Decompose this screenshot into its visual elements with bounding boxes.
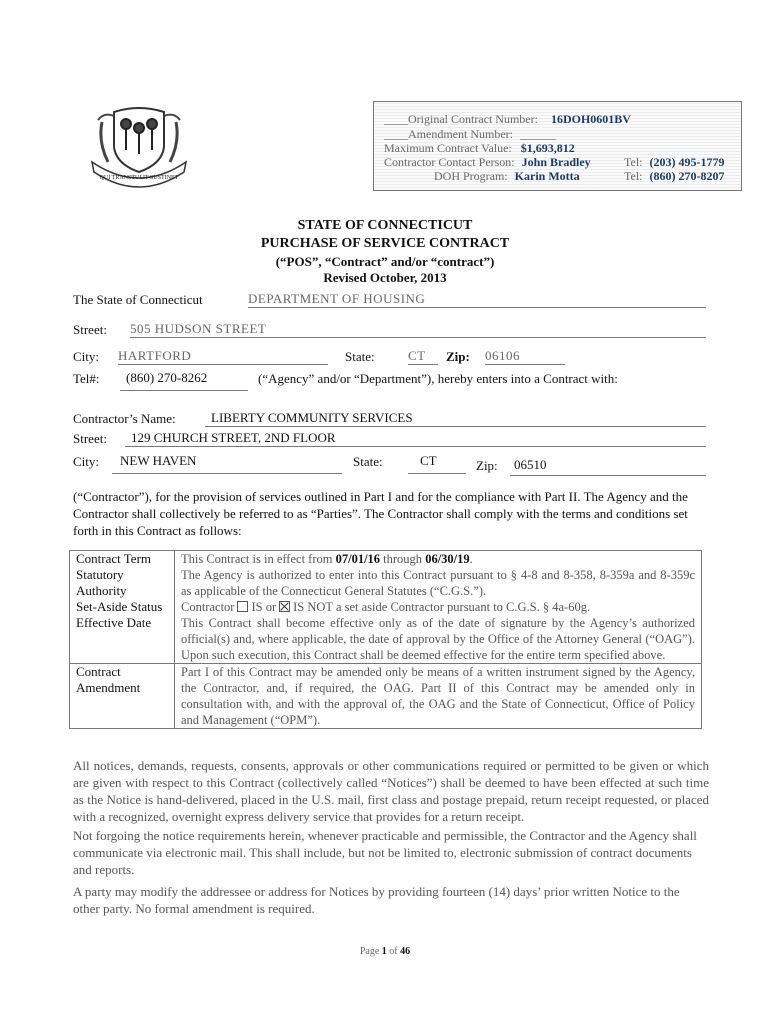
title-aliases: (“POS”, “Contract” and/or “contract”) <box>275 254 495 269</box>
agency-street-label: Street: <box>73 322 107 337</box>
terms-table <box>69 550 702 729</box>
contractor-state-label: State: <box>353 454 383 469</box>
agency-tel: (860) 270-8262 <box>120 370 248 391</box>
is-not-checkbox[interactable] <box>279 601 290 612</box>
program-label: DOH Program: <box>434 169 508 183</box>
page-number: Page 1 of 46 <box>359 946 411 957</box>
row-amendment <box>70 663 701 728</box>
setaside-label: Set-Aside Status <box>70 599 175 615</box>
row-statutory <box>70 567 701 599</box>
max-contract-value: $1,693,812 <box>520 141 575 155</box>
effective-text: This Contract shall become effective only as of the date of signature by the Agency’s authorized official(s) and, where applicable, the date of approval by the Office of the Attorney General (“OAG”). Upon such execution, this Contract shall be deemed effective for the entire term specified above. <box>181 616 695 662</box>
contact-label: Contractor Contact Person: <box>384 155 515 169</box>
amendment-text: Part I of this Contract may be amended only be means of a written instrument signed by the Agency, the Contractor, and, if required, the OAG. Part II of this Contract may be amended only in consultation with, and with the approval of, the OAG and the State of Connecticut, Office of Policy and Management (“OPM”). <box>181 665 695 727</box>
agency-clause: (“Agency” and/or “Department”), hereby enters into a Contract with: <box>258 371 618 386</box>
effective-label: Effective Date <box>70 615 175 663</box>
contractor-name-label: Contractor’s Name: <box>73 411 176 426</box>
contractor-street: 129 CHURCH STREET, 2ND FLOOR <box>125 430 706 447</box>
contractor-zip-label: Zip: <box>476 458 498 473</box>
row-effective-date <box>70 615 701 663</box>
title-revised: Revised October, 2013 <box>323 270 447 285</box>
contract-info-box <box>373 101 742 191</box>
contract-term-label: Contract Term <box>70 551 175 567</box>
agency-zip: 06106 <box>485 348 565 365</box>
notices-paragraph-1: All notices, demands, requests, consents, approvals or other communications required or permitted to be given or which are given with respect to this Contract (collectively called “Notices”) shall be deemed to have been effected at such time as the Notice is hand-delivered, placed in the U.S. mail, first class and postage prepaid, return receipt requested, or placed with a recognized, overnight express delivery service that provides for a return receipt. <box>73 758 709 824</box>
amendment-label: Contract Amendment <box>70 664 175 728</box>
program-tel: (860) 270-8207 <box>649 169 725 183</box>
row-setaside <box>70 599 701 615</box>
agency-tel-label: Tel#: <box>73 371 100 386</box>
seal-motto: QUI TRANSTULIT SUSTINET <box>99 175 179 181</box>
agency-state-label: State: <box>345 349 375 364</box>
agency-street: 505 HUDSON STREET <box>130 321 706 338</box>
notices-paragraph-2: Not forgoing the notice requirements herein, whenever practicable and permissible, the Contractor and the Agency shall communicate via electronic mail. This shall include, but not be limited to, electronic submission of contract documents and reports. <box>73 828 697 877</box>
notices-paragraph-3: A party may modify the addressee or address for Notices by providing fourteen (14) days’ prior written Notice to the other party. No formal amendment is required. <box>73 884 680 916</box>
connecticut-seal-icon <box>84 102 194 192</box>
contract-term-value: This Contract is in effect from 07/01/16 through 06/30/19. <box>181 552 473 566</box>
max-value-label: Maximum Contract Value: <box>384 141 512 155</box>
agency-zip-label: Zip: <box>446 349 470 364</box>
contractor-street-label: Street: <box>73 431 107 446</box>
contractor-city-label: City: <box>73 454 100 469</box>
contractor-city: NEW HAVEN <box>112 453 342 474</box>
term-end-date: 06/30/19 <box>425 552 470 566</box>
contractor-state: CT <box>408 453 466 474</box>
contractor-name: LIBERTY COMMUNITY SERVICES <box>205 410 706 427</box>
agency-city-label: City: <box>73 349 100 364</box>
state-label: The State of Connecticut <box>73 292 203 307</box>
amendment-label: ____Amendment Number: <box>384 127 513 141</box>
original-contract-label: ____Original Contract Number: <box>384 112 538 126</box>
statutory-text: The Agency is authorized to enter into this Contract pursuant to § 4-8 and 8-358, 8-359a and 8-359c as applicable of the Connecticut General Statutes (“C.G.S.”). <box>181 568 695 598</box>
department-name: DEPARTMENT OF HOUSING <box>248 291 706 308</box>
contact-person: John Bradley <box>521 155 591 169</box>
amendment-number: ______ <box>519 127 556 141</box>
original-contract-number: 16DOH0601BV <box>550 112 631 126</box>
term-start-date: 07/01/16 <box>335 552 381 566</box>
agency-city: HARTFORD <box>118 348 328 365</box>
title-state: STATE OF CONNECTICUT <box>297 218 473 233</box>
program-person: Karin Motta <box>514 169 580 183</box>
intro-paragraph: (“Contractor”), for the provision of services outlined in Part I and for the compliance with Part II. The Agency and the Contractor shall collectively be referred to as “Parties”. The Contractor shall comply with the terms and conditions set forth in this Contract as follows: <box>73 489 688 538</box>
contact-tel: (203) 495-1779 <box>649 155 725 169</box>
agency-state: CT <box>408 348 438 365</box>
row-contract-term <box>70 551 701 567</box>
setaside-text: Contractor IS or IS NOT a set aside Contractor pursuant to C.G.S. § 4a-60g. <box>181 600 591 614</box>
title-contract: PURCHASE OF SERVICE CONTRACT <box>260 236 510 251</box>
contact-tel-label: Tel: <box>624 155 643 169</box>
statutory-label: Statutory Authority <box>70 567 175 599</box>
contractor-zip: 06510 <box>510 457 706 476</box>
is-checkbox[interactable] <box>237 601 248 612</box>
program-tel-label: Tel: <box>624 169 643 183</box>
